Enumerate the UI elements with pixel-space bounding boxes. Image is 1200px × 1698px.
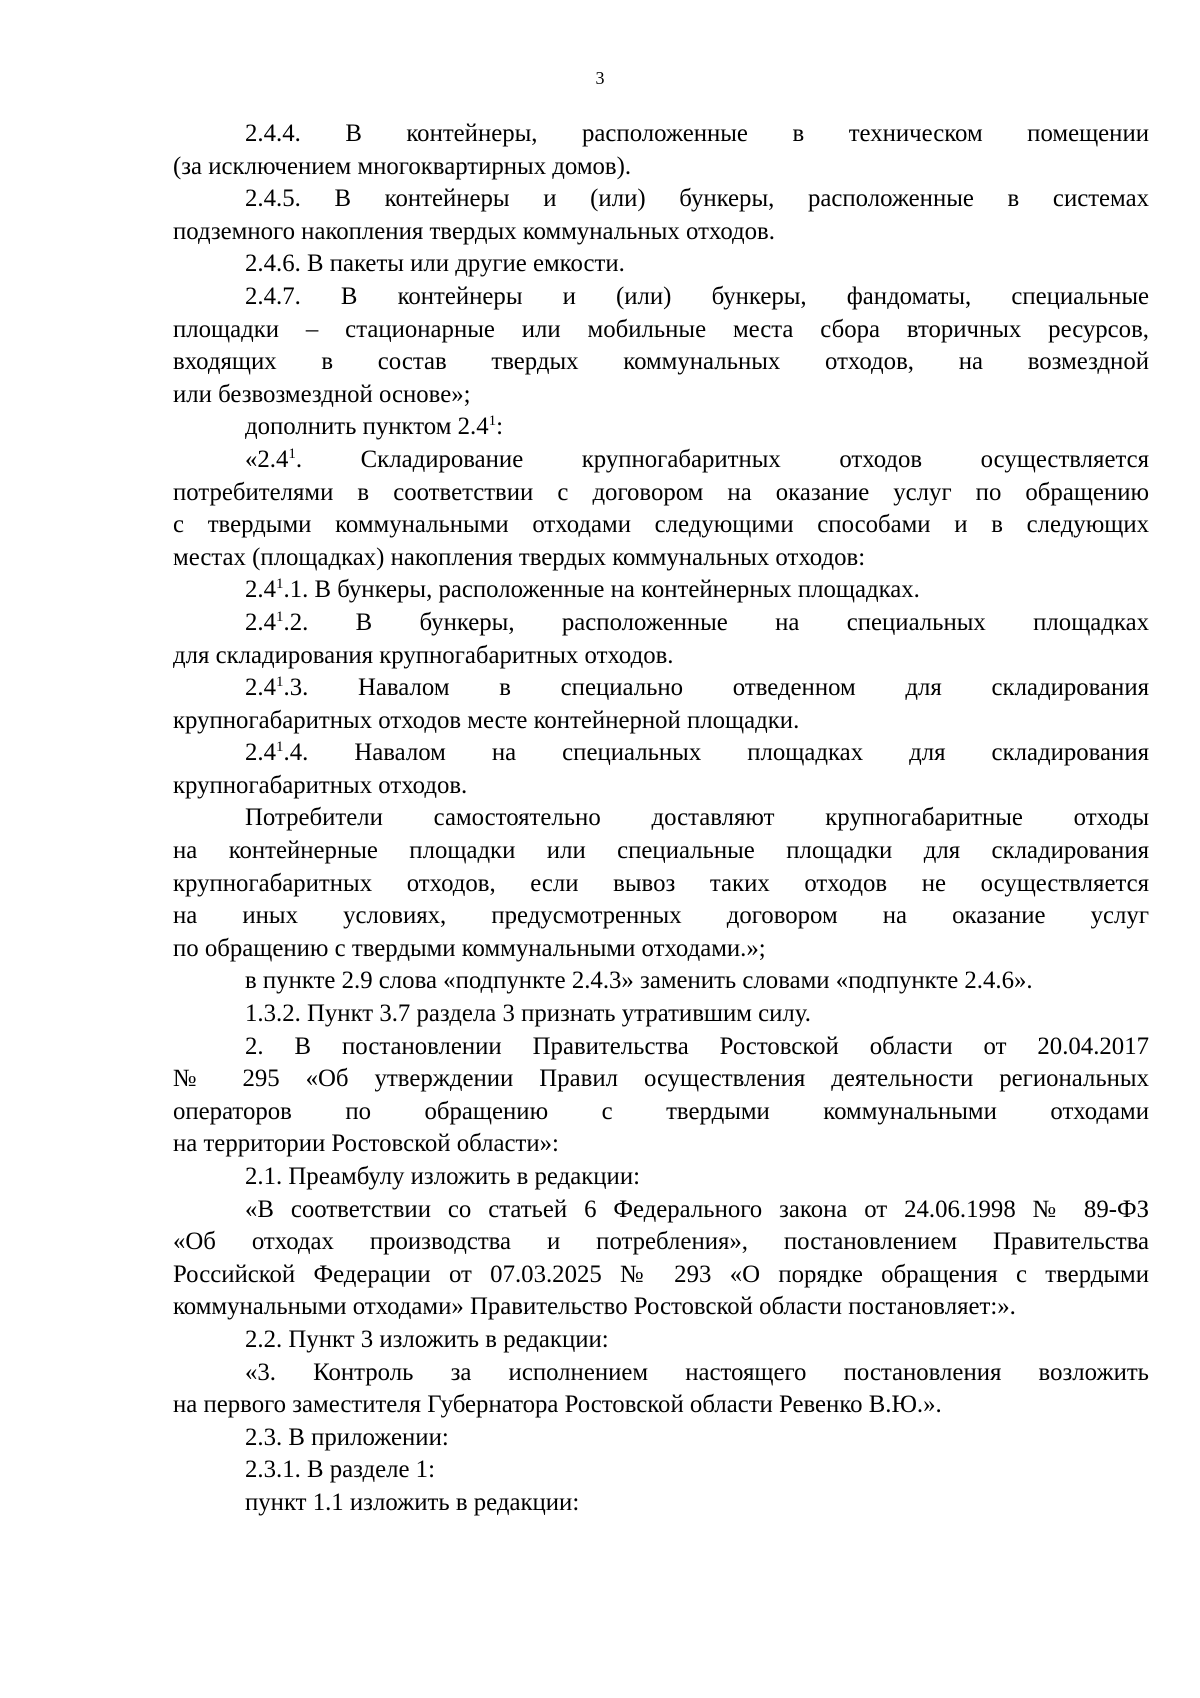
text-line — [173, 151, 1149, 184]
line-text: 2.4.7. В контейнеры и (или) бункеры, фандоматы, специальные — [245, 282, 1149, 310]
text-line — [173, 477, 1149, 510]
text-line — [173, 607, 1149, 640]
line-text: на первого заместителя Губернатора Ростовской области Ревенко В.Ю.». — [173, 1391, 942, 1419]
text-line — [173, 802, 1149, 835]
line-text: 2. В постановлении Правительства Ростовской области от 20.04.2017 — [245, 1032, 1149, 1060]
line-text: 2.3. В приложении: — [245, 1423, 449, 1451]
text-line — [173, 965, 1149, 998]
line-text: или безвозмездной основе»; — [173, 380, 471, 408]
text-line — [173, 770, 1149, 803]
line-text: крупногабаритных отходов месте контейнерной площадки. — [173, 706, 800, 734]
line-text: коммунальными отходами» Правительство Ростовской области постановляет:». — [173, 1293, 1016, 1321]
superscript: 1 — [276, 739, 284, 756]
line-text: «В соответствии со статьей 6 Федерального закона от 24.06.1998 № 89-ФЗ — [245, 1195, 1149, 1223]
text-line — [173, 1063, 1149, 1096]
line-text: пункт 1.1 изложить в редакции: — [245, 1488, 580, 1516]
text-line — [173, 216, 1149, 249]
text-line — [173, 672, 1149, 705]
line-text-continued: .4. Навалом на специальных площадках для складирования — [283, 739, 1149, 767]
superscript: 1 — [276, 576, 284, 593]
line-text: на контейнерные площадки или специальные площадки для складирования — [173, 837, 1149, 865]
text-line — [173, 411, 1149, 444]
text-line — [173, 509, 1149, 542]
line-text: 2.4 — [245, 674, 276, 702]
line-text: 2.4 — [245, 739, 276, 767]
line-text: 2.4 — [245, 576, 276, 604]
line-text: 2.4.4. В контейнеры, расположенные в техническом помещении — [245, 120, 1149, 147]
text-line — [173, 835, 1149, 868]
superscript: 1 — [276, 674, 284, 691]
text-line — [173, 1487, 1149, 1520]
text-line — [173, 900, 1149, 933]
document-body — [173, 118, 1149, 1520]
line-text: площадки – стационарные или мобильные места сбора вторичных ресурсов, — [173, 315, 1149, 343]
line-text: 2.2. Пункт 3 изложить в редакции: — [245, 1325, 609, 1353]
line-text: местах (площадках) накопления твердых коммунальных отходов: — [173, 543, 866, 571]
line-text: 2.4.6. В пакеты или другие емкости. — [245, 250, 625, 278]
line-text-continued: .2. В бункеры, расположенные на специальных площадках — [283, 608, 1149, 636]
text-line — [173, 1226, 1149, 1259]
line-text: подземного накопления твердых коммунальных отходов. — [173, 217, 775, 245]
line-text: «3. Контроль за исполнением настоящего постановления возложить — [245, 1358, 1149, 1386]
text-line — [173, 737, 1149, 770]
line-text-continued: : — [496, 413, 503, 441]
line-text: крупногабаритных отходов, если вывоз таких отходов не осуществляется — [173, 869, 1149, 897]
text-line — [173, 1291, 1149, 1324]
text-line — [173, 933, 1149, 966]
text-line — [173, 998, 1149, 1031]
line-text: 1.3.2. Пункт 3.7 раздела 3 признать утратившим силу. — [245, 1000, 811, 1028]
text-line — [173, 183, 1149, 216]
superscript: 1 — [288, 445, 296, 462]
text-line — [173, 118, 1149, 151]
text-line — [173, 574, 1149, 607]
line-text: для складирования крупногабаритных отходов. — [173, 641, 674, 669]
line-text: операторов по обращению с твердыми коммунальными отходами — [173, 1097, 1149, 1125]
line-text: Потребители самостоятельно доставляют крупногабаритные отходы — [245, 804, 1149, 832]
text-line — [173, 1259, 1149, 1292]
superscript: 1 — [488, 413, 497, 430]
text-line — [173, 1454, 1149, 1487]
text-line — [173, 248, 1149, 281]
text-line — [173, 346, 1149, 379]
line-text-continued: .1. В бункеры, расположенные на контейнерных площадках. — [283, 576, 920, 604]
line-text: в пункте 2.9 слова «подпункте 2.4.3» заменить словами «подпункте 2.4.6». — [245, 967, 1033, 995]
line-text: № 295 «Об утверждении Правил осуществления деятельности региональных — [173, 1065, 1149, 1093]
text-line — [173, 1422, 1149, 1455]
line-text: крупногабаритных отходов. — [173, 771, 468, 799]
text-line — [173, 281, 1149, 314]
line-text: «Об отходах производства и потребления», постановлением Правительства — [173, 1228, 1149, 1256]
text-line — [173, 1096, 1149, 1129]
line-text: дополнить пунктом 2.4 — [245, 413, 489, 441]
line-text: 2.4 — [245, 608, 276, 636]
line-text-continued: .3. Навалом в специально отведенном для складирования — [283, 674, 1149, 702]
superscript: 1 — [276, 608, 284, 625]
text-line — [173, 444, 1149, 477]
line-text: с твердыми коммунальными отходами следующими способами и в следующих — [173, 511, 1149, 539]
text-line — [173, 640, 1149, 673]
text-line — [173, 1194, 1149, 1227]
text-line — [173, 1128, 1149, 1161]
line-text-continued: . Складирование крупногабаритных отходов осуществляется — [295, 445, 1149, 473]
line-text: «2.4 — [245, 445, 289, 473]
text-line — [173, 1389, 1149, 1422]
line-text: 2.3.1. В разделе 1: — [245, 1456, 435, 1484]
text-line — [173, 1357, 1149, 1390]
text-line — [173, 868, 1149, 901]
text-line — [173, 1161, 1149, 1194]
text-line — [173, 705, 1149, 738]
text-line — [173, 314, 1149, 347]
line-text: 2.1. Преамбулу изложить в редакции: — [245, 1163, 640, 1190]
line-text: на иных условиях, предусмотренных договором на оказание услуг — [173, 902, 1149, 930]
text-line — [173, 1324, 1149, 1357]
line-text: (за исключением многоквартирных домов). — [173, 152, 632, 180]
line-text: входящих в состав твердых коммунальных отходов, на возмездной — [173, 348, 1149, 376]
text-line — [173, 379, 1149, 412]
line-text: потребителями в соответствии с договором на оказание услуг по обращению — [173, 478, 1149, 506]
line-text: на территории Ростовской области»: — [173, 1130, 559, 1158]
page-number: 3 — [595, 68, 605, 88]
line-text: по обращению с твердыми коммунальными отходами.»; — [173, 934, 766, 962]
line-text: Российской Федерации от 07.03.2025 № 293 «О порядке обращения с твердыми — [173, 1260, 1149, 1288]
line-text: 2.4.5. В контейнеры и (или) бункеры, расположенные в системах — [245, 185, 1149, 213]
text-line — [173, 1031, 1149, 1064]
text-line — [173, 542, 1149, 575]
